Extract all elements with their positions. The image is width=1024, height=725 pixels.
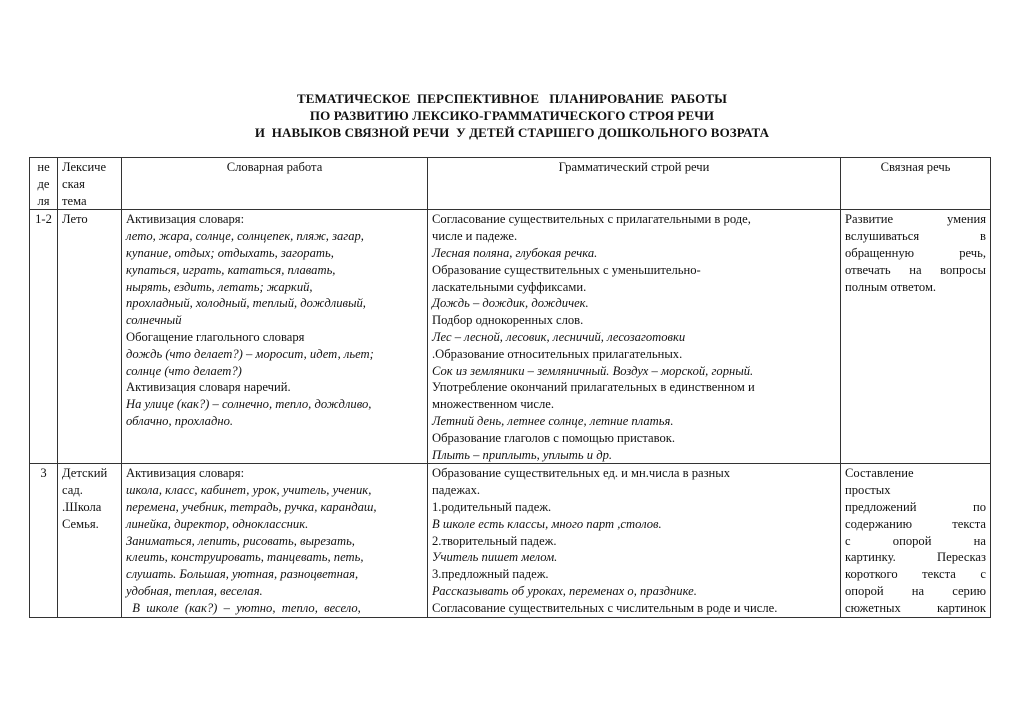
vocab-line: школа, класс, кабинет, урок, учитель, ученик, [126,483,372,498]
grammar-line: Образование существительных ед. и мн.числа в разных [432,466,731,481]
grammar-line: Сок из земляники – земляничный. Воздух – морской, горный. [432,363,754,378]
grammar-line: Согласование существительных с прилагательными в роде, [432,212,751,227]
header-speech: Связная речь [841,158,991,210]
vocab-line: клеить, конструировать, танцевать, петь, [126,550,364,565]
grammar-line: Лесная поляна, глубокая речка. [432,245,598,260]
grammar-line: 2.творительный падеж. [432,533,557,548]
vocab-line: Заниматься, лепить, рисовать, вырезать, [126,533,355,548]
header-week-line: не [37,160,50,174]
vocab-line: купаться, играть, кататься, плавать, [126,262,336,277]
vocab-line: Активизация словаря: [126,212,245,227]
vocab-line: В школе (как?) – уютно, тепло, весело, [126,600,361,615]
vocab-line: линейка, директор, одноклассник. [126,516,309,531]
speech-line: картинку. Пересказ [845,550,986,565]
header-week-line: ля [37,193,50,208]
vocab-line: На улице (как?) – солнечно, тепло, дождливо, [126,397,372,412]
grammar-line: 3.предложный падеж. [432,567,549,582]
topic-line: Лето [62,212,88,227]
grammar-line: Подбор однокоренных слов. [432,313,584,328]
vocab-line: облачно, прохладно. [126,413,234,428]
grammar-line: числе и падеже. [432,229,518,244]
speech-line: содержанию текста [845,516,986,531]
grammar-line: Рассказывать об уроках, переменах о, празднике. [432,583,697,598]
header-topic-line: Лексиче [62,160,107,174]
title-line-3: И НАВЫКОВ СВЯЗНОЙ РЕЧИ У ДЕТЕЙ СТАРШЕГО ДОШКОЛЬНОГО ВОЗРАТА [254,125,770,140]
speech-line: Составление [845,466,914,481]
speech-line: сюжетных картинок [845,600,986,615]
cell-topic [58,464,122,617]
vocab-line: прохладный, холодный, теплый, дождливый, [126,296,366,311]
vocab-line: солнце (что делает?) [126,363,242,378]
vocab-line: перемена, учебник, тетрадь, ручка, карандаш, [126,499,377,514]
cell-speech [841,464,991,617]
topic-line: .Школа [62,499,102,514]
header-topic-line: ская [62,176,85,191]
vocab-line: удобная, теплая, веселая. [126,583,263,598]
speech-line: опорой на серию [845,583,986,598]
document-title [0,90,1024,141]
speech-line: полным ответом. [845,279,937,294]
header-topic [58,158,122,210]
speech-line: предложений по [845,499,986,514]
cell-speech [841,210,991,464]
vocab-line: солнечный [126,313,182,328]
vocab-line: слушать. Большая, уютная, разноцветная, [126,567,359,582]
speech-line: вслушиваться в [845,229,986,244]
grammar-line: ласкательными суффиксами. [432,279,587,294]
speech-line: Развитие умения [845,212,986,227]
header-week-line: де [37,176,50,191]
speech-line: короткого текста с [845,567,986,582]
cell-topic [58,210,122,464]
cell-week: 3 [30,464,58,617]
cell-vocab [122,210,428,464]
vocab-line: Обогащение глагольного словаря [126,329,305,344]
grammar-line: Образование глаголов с помощью приставок. [432,430,676,445]
grammar-line: Летний день, летнее солнце, летние платья. [432,413,674,428]
speech-line: отвечать на вопросы [845,262,986,277]
cell-vocab [122,464,428,617]
grammar-line: Плыть – приплыть, уплыть и др. [432,447,613,462]
cell-week: 1-2 [30,210,58,464]
header-grammar: Грамматический строй речи [428,158,841,210]
topic-line: Детский [62,466,108,481]
header-week [30,158,58,210]
vocab-line: Активизация словаря: [126,466,245,481]
grammar-line: Лес – лесной, лесовик, лесничий, лесозаготовки [432,329,686,344]
planning-table [29,157,991,618]
grammar-line: Согласование существительных с числительным в роде и числе. [432,600,778,615]
table-header-row [30,158,991,210]
vocab-line: лето, жара, солнце, солнцепек, пляж, загар, [126,229,364,244]
title-line-1: ТЕМАТИЧЕСКОЕ ПЕРСПЕКТИВНОЕ ПЛАНИРОВАНИЕ РАБОТЫ [297,91,727,106]
cell-grammar [428,210,841,464]
topic-line: сад. [62,483,83,498]
table-row [30,464,991,617]
speech-line: простых [845,483,891,498]
grammar-line: Учитель пишет мелом. [432,550,558,565]
grammar-line: В школе есть классы, много парт ,столов. [432,516,662,531]
grammar-line: 1.родительный падеж. [432,499,552,514]
header-topic-line: тема [62,193,87,208]
table-row [30,210,991,464]
grammar-line: Употребление окончаний прилагательных в единственном и [432,380,755,395]
speech-line: с опорой на [845,533,986,548]
grammar-line: множественном числе. [432,397,555,412]
vocab-line: Активизация словаря наречий. [126,380,291,395]
speech-line: обращенную речь, [845,245,986,260]
grammar-line: падежах. [432,483,481,498]
vocab-line: купание, отдых; отдыхать, загорать, [126,245,334,260]
grammar-line: Дождь – дождик, дождичек. [432,296,589,311]
topic-line: Семья. [62,516,99,531]
header-vocab: Словарная работа [122,158,428,210]
grammar-line: .Образование относительных прилагательных. [432,346,683,361]
grammar-line: Образование существительных с уменьшительно- [432,262,701,277]
cell-grammar [428,464,841,617]
vocab-line: нырять, ездить, летать; жаркий, [126,279,313,294]
vocab-line: дождь (что делает?) – моросит, идет, льет; [126,346,374,361]
title-line-2: ПО РАЗВИТИЮ ЛЕКСИКО-ГРАММАТИЧЕСКОГО СТРОЯ РЕЧИ [309,108,715,123]
